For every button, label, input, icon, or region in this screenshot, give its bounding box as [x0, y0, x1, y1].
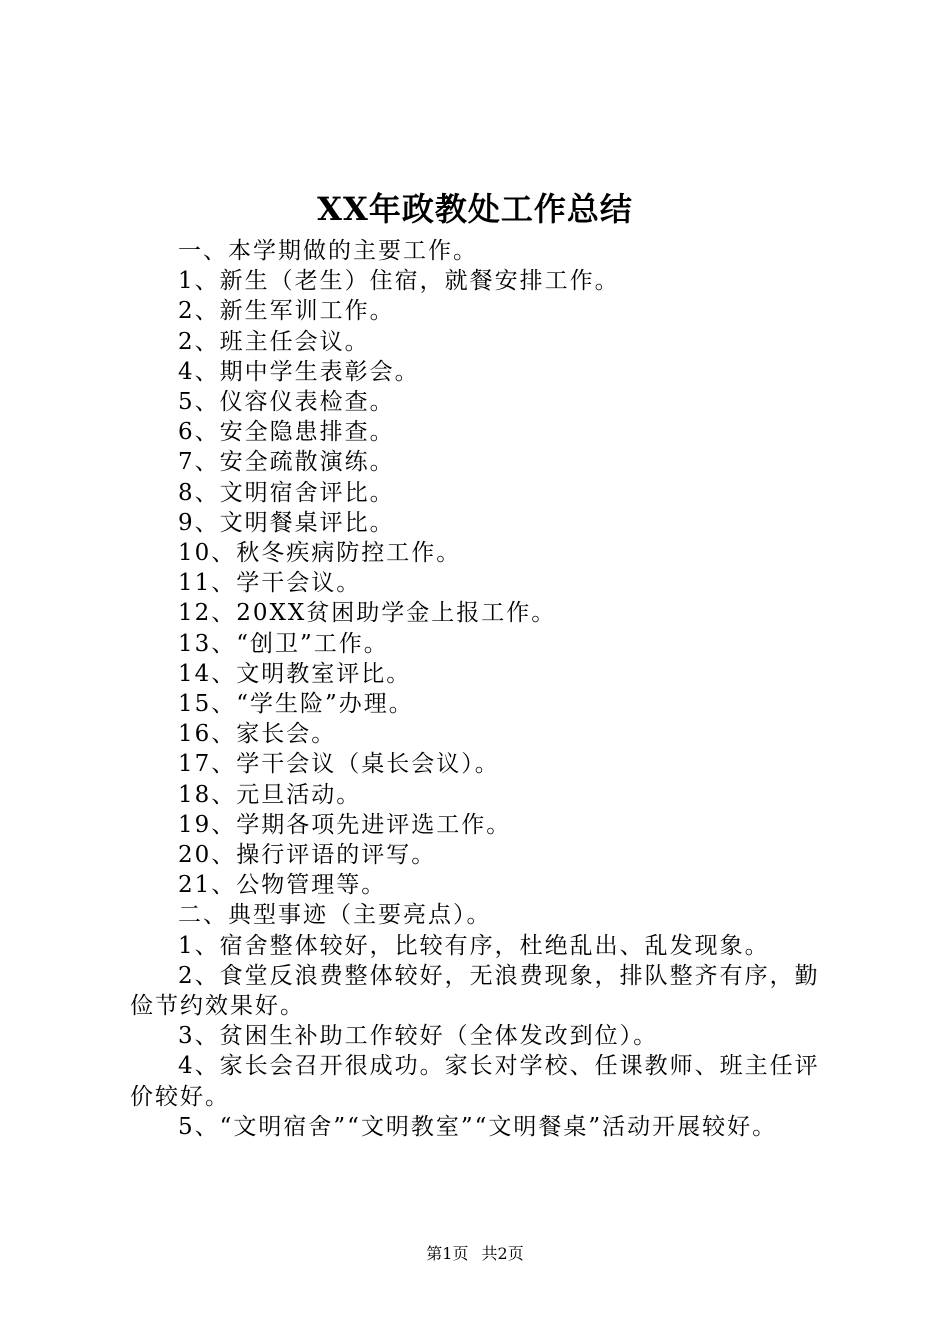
document-paragraph: 17、学干会议（桌长会议）。 — [178, 751, 500, 778]
document-paragraph: 2、班主任会议。 — [178, 328, 370, 355]
document-paragraph: 14、文明教室评比。 — [178, 660, 412, 687]
page-footer — [0, 1244, 950, 1264]
document-paragraph: 4、家长会召开很成功。家长对学校、任课教师、班主任评价较好。 — [130, 1053, 820, 1110]
page-number-current: 第1页 — [426, 1244, 469, 1263]
document-body — [130, 236, 835, 1142]
document-paragraph: 一、本学期做的主要工作。 — [178, 238, 478, 264]
document-paragraph: 11、学干会议。 — [178, 570, 362, 597]
document-paragraph: 16、家长会。 — [178, 721, 337, 748]
document-paragraph: 9、文明餐桌评比。 — [178, 509, 395, 536]
document-paragraph: 10、秋冬疾病防控工作。 — [178, 540, 462, 567]
document-paragraph: 20、操行评语的评写。 — [178, 842, 437, 869]
document-paragraph: 18、元旦活动。 — [178, 781, 362, 808]
document-title: XX年政教处工作总结 — [317, 190, 633, 228]
page-number-total: 共2页 — [481, 1244, 524, 1263]
document-paragraph: 5、“文明宿舍”“文明教室”“文明餐桌”活动开展较好。 — [178, 1113, 778, 1140]
document-paragraph: 13、“创卫”工作。 — [178, 630, 389, 657]
document-paragraph: 3、贫困生补助工作较好（全体发改到位）。 — [178, 1023, 659, 1050]
document-paragraph: 2、新生军训工作。 — [178, 298, 395, 325]
document-paragraph: 二、典型事迹（主要亮点）。 — [178, 902, 492, 929]
document-paragraph: 7、安全疏散演练。 — [178, 449, 395, 476]
document-paragraph: 2、食堂反浪费整体较好，无浪费现象，排队整齐有序，勤俭节约效果好。 — [130, 962, 820, 1020]
document-paragraph: 4、期中学生表彰会。 — [178, 358, 420, 385]
document-paragraph: 15、“学生险”办理。 — [178, 691, 414, 718]
document-paragraph: 8、文明宿舍评比。 — [178, 479, 395, 506]
document-paragraph: 6、安全隐患排查。 — [178, 419, 395, 446]
document-paragraph: 1、新生（老生）住宿，就餐安排工作。 — [178, 268, 620, 295]
document-paragraph: 12、20XX贫困助学金上报工作。 — [178, 600, 557, 627]
document-paragraph: 21、公物管理等。 — [178, 872, 387, 899]
document-paragraph: 5、仪容仪表检查。 — [178, 389, 395, 416]
document-paragraph: 19、学期各项先进评选工作。 — [178, 811, 512, 838]
document-paragraph: 1、宿舍整体较好，比较有序，杜绝乱出、乱发现象。 — [178, 932, 770, 959]
